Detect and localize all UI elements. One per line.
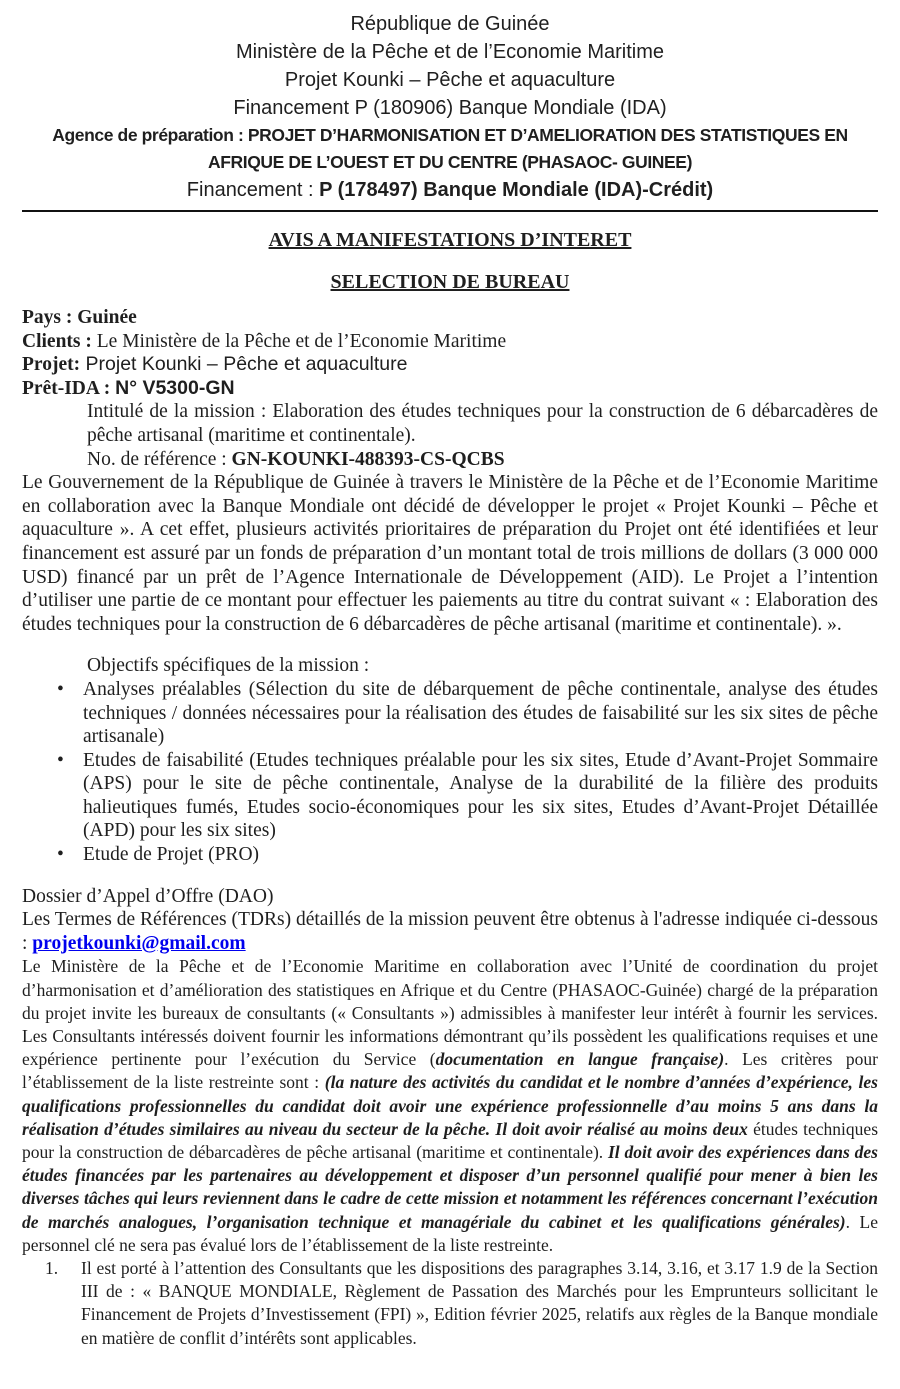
objectifs-heading	[87, 654, 878, 678]
field-projet	[22, 353, 878, 377]
spacer	[22, 252, 878, 270]
email-link[interactable]: projetkounki@gmail.com	[32, 932, 246, 954]
header-ministry	[22, 38, 878, 66]
text-run: Projet:	[22, 354, 81, 376]
text-run: Financement P (180906) Banque Mondiale (IDA)	[233, 97, 667, 119]
text-run: République de Guinée	[350, 13, 550, 35]
text-run: documentation en langue française)	[435, 1049, 725, 1070]
text-run: Pays : Guinée	[22, 307, 137, 328]
objectif-item-2	[22, 749, 878, 843]
text-run: Financement :	[186, 179, 320, 201]
text-run: Intitulé de la mission : Elaboration des études techniques pour la construction de 6 débarcadères de pêche artisanal (maritime et continentale).	[87, 401, 878, 446]
text-run: Les Termes de Références (TDRs) détaillés de la mission peuvent être obtenus à l'adresse indiquée ci-dessous :	[22, 909, 878, 954]
spacer	[22, 636, 878, 654]
spacer	[22, 212, 878, 228]
text-run: Clients :	[22, 330, 97, 352]
text-run: Projet Kounki – Pêche et aquaculture	[80, 353, 408, 376]
text-run: . Les critères pour l’établissement de la liste restreinte sont :	[22, 1049, 878, 1093]
header-project	[22, 66, 878, 94]
bullet-icon: •	[57, 844, 64, 866]
text-run: Le Ministère de la Pêche et de l’Economie Maritime en collaboration avec l’Unité de coordination du projet d’harmonisation et d’amélioration des statistiques en Afrique et du Centre (PHASAOC-Guinée) chargé de la préparation du projet invite les bureaux de consultants (« Consultants ») admissibles à manifester leur intérêt à fournir les services. Les Consultants intéressés doivent fournir les informations démontrant qu’ils possèdent les qualifications requises et une expérience pertinente pour l’exécution du Service (	[22, 956, 878, 1070]
text-run: GN-KOUNKI-488393-CS-QCBS	[231, 448, 505, 470]
header-financing-2	[22, 176, 878, 204]
criteria-paragraph	[22, 955, 878, 1257]
text-run: . Le personnel clé ne sera pas évalué lors de l’établissement de la liste restreinte.	[22, 1211, 878, 1255]
field-clients	[22, 330, 878, 354]
notice-title	[22, 228, 878, 252]
selection-title	[22, 270, 878, 294]
text-run: No. de référence :	[87, 448, 232, 470]
text-run: N° V5300-GN	[115, 376, 235, 399]
list-number: 1.	[45, 1258, 59, 1279]
text-run: Il doit avoir des expériences dans des études financées par les partenaires au développement et disposer d’un personnel qualifié pour mener à bien les diverses tâches qui leurs reviennent dans le cadre de cette mission et notamment les références concernant l’exécution de marchés analogues, l’organisation technique et managériale du cabinet et les qualifications générales)	[22, 1142, 878, 1232]
text-run: études techniques pour la construction de débarcadères de pêche artisanal (maritime et continentale).	[22, 1118, 879, 1163]
text-run: SELECTION DE BUREAU	[330, 271, 570, 293]
text-run: Etude de Projet (PRO)	[83, 844, 260, 866]
text-run: Le Gouvernement de la République de Guinée à travers le Ministère de la Pêche et de l’Economie Maritime en collaboration avec la Banque Mondiale ont décidé de développer le projet « Projet Kounki – Pêche et aquaculture ». A cet effet, plusieurs activités prioritaires de préparation du Projet ont été identifiées et leur financement est assuré par un fonds de préparation d’un montant total de trois millions de dollars (3 000 000 USD) financé par un prêt de l’Agence Internationale de Développement (AID). Le Projet a l’intention d’utiliser une partie de ce montant pour effectuer les paiements au titre du contrat suivant « : Elaboration des études techniques pour la construction de 6 débarcadères de pêche artisanal (maritime et continentale). ».	[22, 472, 878, 635]
header-country	[22, 10, 878, 38]
text-run: Etudes de faisabilité (Etudes techniques préalable pour les six sites, Etude d’Avant-Projet Sommaire (APS) pour le site de pêche continentale, Analyse de la durabilité de la filière des produits halieutiques fumés, Etudes socio-économiques pour les six sites, Etudes d’Avant-Projet Détaillée (APD) pour les six sites)	[83, 749, 878, 842]
text-run: Agence de préparation : PROJET D’HARMONISATION ET D’AMELIORATION DES STATISTIQUES EN AFRIQUE DE L’OUEST ET DU CENTRE (PHASAOC- GUINEE)	[52, 125, 848, 172]
header-agency	[22, 122, 878, 176]
spacer	[22, 294, 878, 306]
text-run: Le Ministère de la Pêche et de l’Economie Maritime	[96, 330, 507, 352]
text-run: Il est porté à l’attention des Consultants que les dispositions des paragraphes 3.14, 3.16, et 3.17 1.9 de la Section III de : « BANQUE MONDIALE, Règlement de Passation des Marchés pour les Emprunteurs sollicitant le Financement de Projets d’Investissement (FPI) », Edition février 2025, relatifs aux règles de la Banque mondiale en matière de conflit d’intérêts sont applicables.	[81, 1258, 878, 1348]
text-run: Analyses préalables (Sélection du site de débarquement de pêche continentale, analyse des études techniques / données nécessaires pour la réalisation des études de faisabilité sur les six sites de pêche artisanale)	[83, 678, 878, 748]
dao-line	[22, 885, 878, 909]
reference-number	[87, 448, 878, 472]
mission-title	[87, 400, 878, 447]
objectif-item-1	[22, 678, 878, 749]
bullet-icon: •	[57, 749, 64, 771]
field-pays	[22, 306, 878, 330]
header-financing-1	[22, 94, 878, 122]
objectif-item-3	[22, 843, 878, 867]
intro-paragraph	[22, 471, 878, 636]
text-run: Dossier d’Appel d’Offre (DAO)	[22, 885, 274, 907]
text-run: Projet Kounki – Pêche et aquaculture	[284, 69, 616, 91]
text-run: AVIS A MANIFESTATIONS D’INTERET	[268, 229, 632, 251]
document-body	[22, 10, 878, 1350]
conflict-of-interest-clause	[22, 1257, 878, 1350]
text-run: Objectifs spécifiques de la mission :	[87, 655, 370, 677]
text-run: Ministère de la Pêche et de l’Economie Maritime	[236, 41, 664, 63]
text-run: (la nature des activités du candidat et le nombre d’années d’expérience, les qualifications professionnelles du candidat doit avoir une expérience professionnelle d’au moins 5 ans dans la réalisation d’études similaires au niveau du secteur de la pêche. Il doit avoir réalisé au moins deux	[22, 1072, 878, 1139]
text-run: P (178497) Banque Mondiale (IDA)-Crédit)	[319, 179, 714, 201]
spacer	[22, 867, 878, 885]
text-run: Prêt-IDA :	[22, 377, 116, 399]
tdr-paragraph	[22, 908, 878, 955]
field-pret-ida	[22, 377, 878, 401]
bullet-icon: •	[57, 678, 64, 700]
